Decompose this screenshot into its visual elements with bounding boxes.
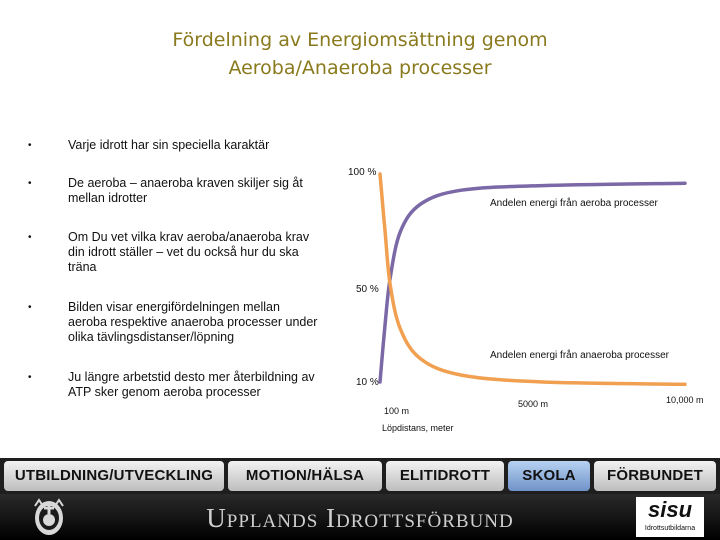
title-line-1: Fördelning av Energiomsättning genom xyxy=(172,29,548,51)
slide-title xyxy=(100,26,620,82)
energy-chart xyxy=(340,150,720,440)
bullet-text: Bilden visar energifördelningen mellan aeroba respektive anaeroba processer under olika tävlingsdistanser/löpning xyxy=(68,300,318,344)
bullet-dot: • xyxy=(28,302,32,313)
title-line-2: Aeroba/Anaeroba processer xyxy=(228,57,492,79)
y-tick-label: 50 % xyxy=(356,284,379,295)
x-axis-label: Löpdistans, meter xyxy=(382,423,454,433)
sisu-wordmark: sisu xyxy=(647,497,693,522)
tab-label: SKOLA xyxy=(522,467,576,484)
tab-label: ELITIDROTT xyxy=(399,467,491,484)
series-label-aerobic: Andelen energi från aeroba processer xyxy=(490,198,658,209)
crest-icon xyxy=(26,496,72,538)
x-tick-label: 10,000 m xyxy=(666,395,704,405)
bullet-text: De aeroba – anaeroba kraven skiljer sig åt mellan idrotter xyxy=(68,176,303,205)
main-navigation xyxy=(0,458,720,494)
tab-utbildning-utveckling[interactable] xyxy=(4,461,224,491)
series-label-anaerobic: Andelen energi från anaeroba processer xyxy=(490,350,670,361)
footer-banner xyxy=(0,494,720,540)
bullet-dot: • xyxy=(28,232,32,243)
bullet-dot: • xyxy=(28,178,32,189)
bullet-text: Varje idrott har sin speciella karaktär xyxy=(68,138,270,152)
x-tick-label: 100 m xyxy=(384,406,410,416)
y-tick-label: 100 % xyxy=(348,167,377,178)
federation-name: Upplands Idrottsförbund xyxy=(206,503,514,533)
tab-label: FÖRBUNDET xyxy=(607,467,703,484)
tab-motion-halsa[interactable] xyxy=(228,461,382,491)
tab-forbundet[interactable] xyxy=(594,461,716,491)
sisu-logo xyxy=(636,497,704,537)
y-tick-label: 10 % xyxy=(356,377,379,388)
tab-label: MOTION/HÄLSA xyxy=(245,467,365,484)
chart-plot xyxy=(340,150,720,440)
sisu-subtitle: Idrottsutbildarna xyxy=(644,525,696,532)
bullet-text: Om Du vet vilka krav aeroba/anaeroba krav din idrott ställer – vet du också hur du ska träna xyxy=(68,230,310,274)
tab-elitidrott[interactable] xyxy=(386,461,504,491)
x-tick-label: 5000 m xyxy=(518,399,549,409)
tab-label: UTBILDNING/UTVECKLING xyxy=(14,467,214,484)
bullet-dot: • xyxy=(28,372,32,383)
bullet-text: Ju längre arbetstid desto mer återbildning av ATP sker genom aeroba processer xyxy=(68,370,315,399)
tab-skola[interactable] xyxy=(508,461,590,491)
bullet-dot: • xyxy=(28,140,32,151)
